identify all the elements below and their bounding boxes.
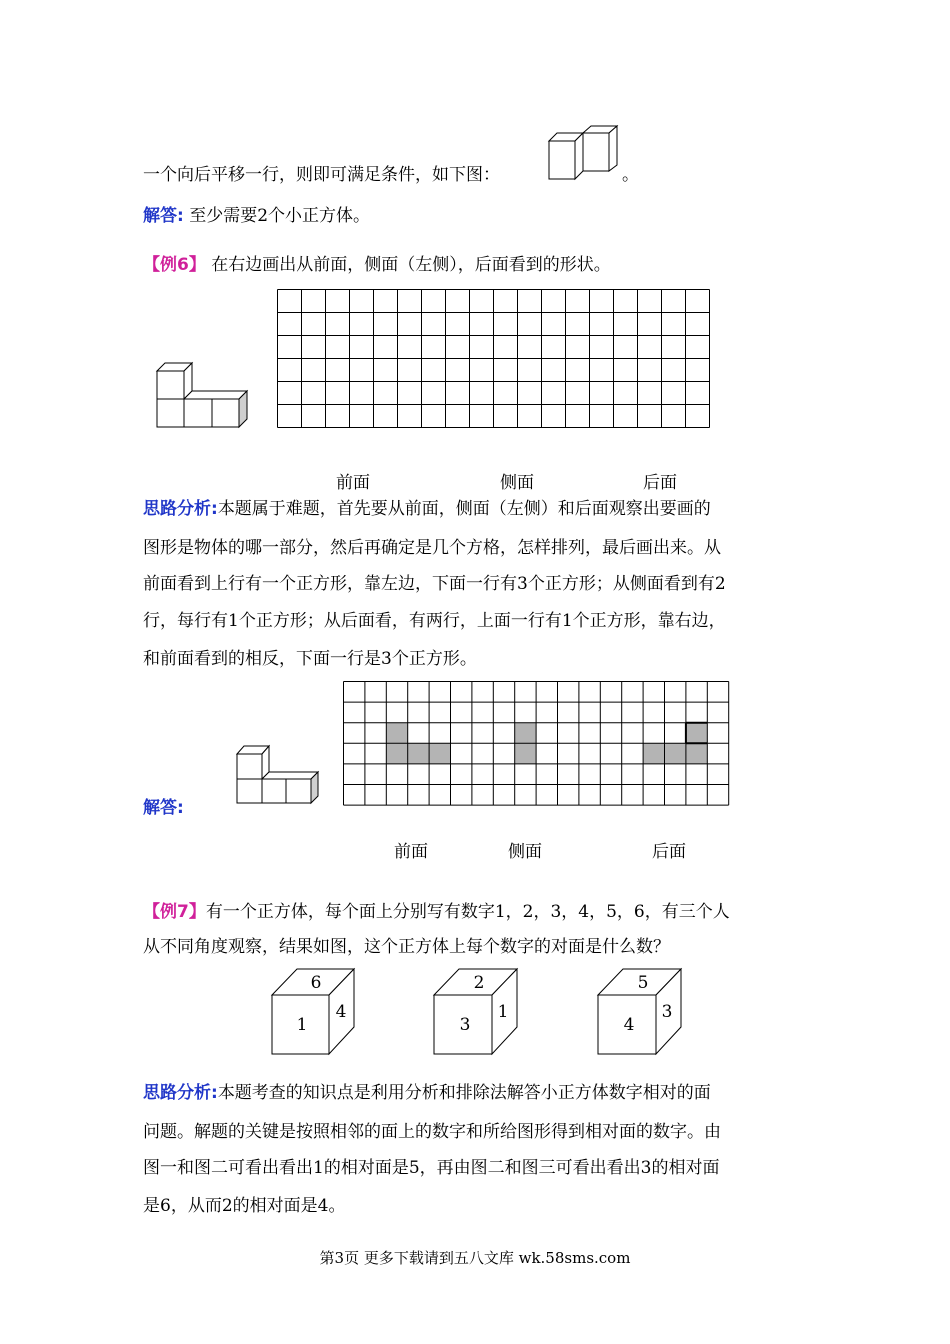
cube1-front-number: 1	[296, 1015, 308, 1035]
analysis-line: 和前面看到的相反，下面一行是3个正方形。	[143, 649, 477, 669]
analysis-line: 图一和图二可看出看出1的相对面是5，再由图二和图三可看出看出3的相对面	[143, 1158, 720, 1178]
cube1-top-number: 6	[310, 973, 322, 993]
answer-label: 解答:	[143, 206, 184, 226]
cube1-side-number: 4	[335, 1002, 347, 1022]
answer-view-label-back: 后面	[652, 842, 686, 862]
example7-heading	[143, 897, 730, 922]
answer-view-label-front: 前面	[394, 842, 428, 862]
answer-text: 至少需要2个小正方体。	[189, 206, 371, 226]
analysis-text: 本题考查的知识点是利用分析和排除法解答小正方体数字相对的面	[217, 1083, 711, 1103]
cube3-side-number: 3	[661, 1002, 673, 1022]
shaded-cell	[386, 743, 407, 764]
analysis-line: 前面看到上行有一个正方形，靠左边，下面一行有3个正方形；从侧面看到有2	[143, 574, 726, 594]
shaded-cell	[386, 723, 407, 744]
analysis-line: 行，每行有1个正方形；从后面看，有两行，上面一行有1个正方形，靠右边，	[143, 611, 726, 631]
cube3-front-number: 4	[623, 1015, 635, 1035]
analysis-line: 问题。解题的关键是按照相邻的面上的数字和所给图形得到相对面的数字。由	[143, 1122, 721, 1142]
analysis-line: 图形是物体的哪一部分，然后再确定是几个方格，怎样排列，最后画出来。从	[143, 538, 721, 558]
number-cube-3	[597, 968, 685, 1056]
number-cube-1	[271, 968, 357, 1056]
view-label-side: 侧面	[500, 473, 534, 493]
shaded-cell	[515, 743, 536, 764]
cube2-side-number: 1	[497, 1002, 509, 1022]
intro-end-mark: 。	[622, 165, 639, 185]
example6-prompt: 在右边画出从前面，侧面（左侧），后面看到的形状。	[211, 255, 611, 275]
number-cube-2	[432, 968, 520, 1056]
example6-answer-label: 解答:	[143, 798, 184, 818]
two-cubes-figure	[548, 125, 620, 181]
answer-l-shape-cubes-figure	[236, 745, 320, 805]
analysis-label: 思路分析:	[143, 499, 218, 519]
shaded-cell	[429, 743, 450, 764]
shaded-cell	[643, 743, 664, 764]
shaded-cell	[665, 743, 686, 764]
example7-prompt-line: 从不同角度观察，结果如图，这个正方体上每个数字的对面是什么数？	[143, 937, 670, 957]
shaded-cell	[515, 723, 536, 744]
empty-drawing-grid	[277, 289, 713, 429]
page-footer: 第3页 更多下载请到五八文库 wk.58sms.com	[319, 1249, 631, 1267]
shaded-cell	[686, 743, 707, 764]
shaded-cell	[686, 723, 707, 744]
cube2-top-number: 2	[473, 973, 485, 993]
example6-heading	[143, 250, 611, 275]
intro-text: 一个向后平移一行，则即可满足条件，如下图：	[143, 165, 500, 185]
intro-line	[143, 160, 500, 185]
view-label-back: 后面	[643, 473, 677, 493]
intro-answer	[143, 201, 370, 226]
cube2-front-number: 3	[459, 1015, 471, 1035]
analysis-line: 是6，从而2的相对面是4。	[143, 1196, 346, 1216]
analysis-line	[143, 494, 711, 519]
example7-prompt: 有一个正方体，每个面上分别写有数字1，2，3，4，5，6，有三个人	[205, 902, 730, 922]
example6-tag: 【例6】	[143, 255, 206, 275]
cube3-top-number: 5	[637, 973, 649, 993]
view-label-front: 前面	[336, 473, 370, 493]
answer-grid	[343, 681, 731, 807]
analysis-line	[143, 1078, 711, 1103]
shaded-cell	[408, 743, 429, 764]
example7-tag: 【例7】	[143, 902, 206, 922]
analysis-text: 本题属于难题，首先要从前面，侧面（左侧）和后面观察出要画的	[217, 499, 711, 519]
l-shape-cubes-figure	[156, 362, 248, 428]
analysis-label: 思路分析:	[143, 1083, 218, 1103]
answer-view-label-side: 侧面	[508, 842, 542, 862]
